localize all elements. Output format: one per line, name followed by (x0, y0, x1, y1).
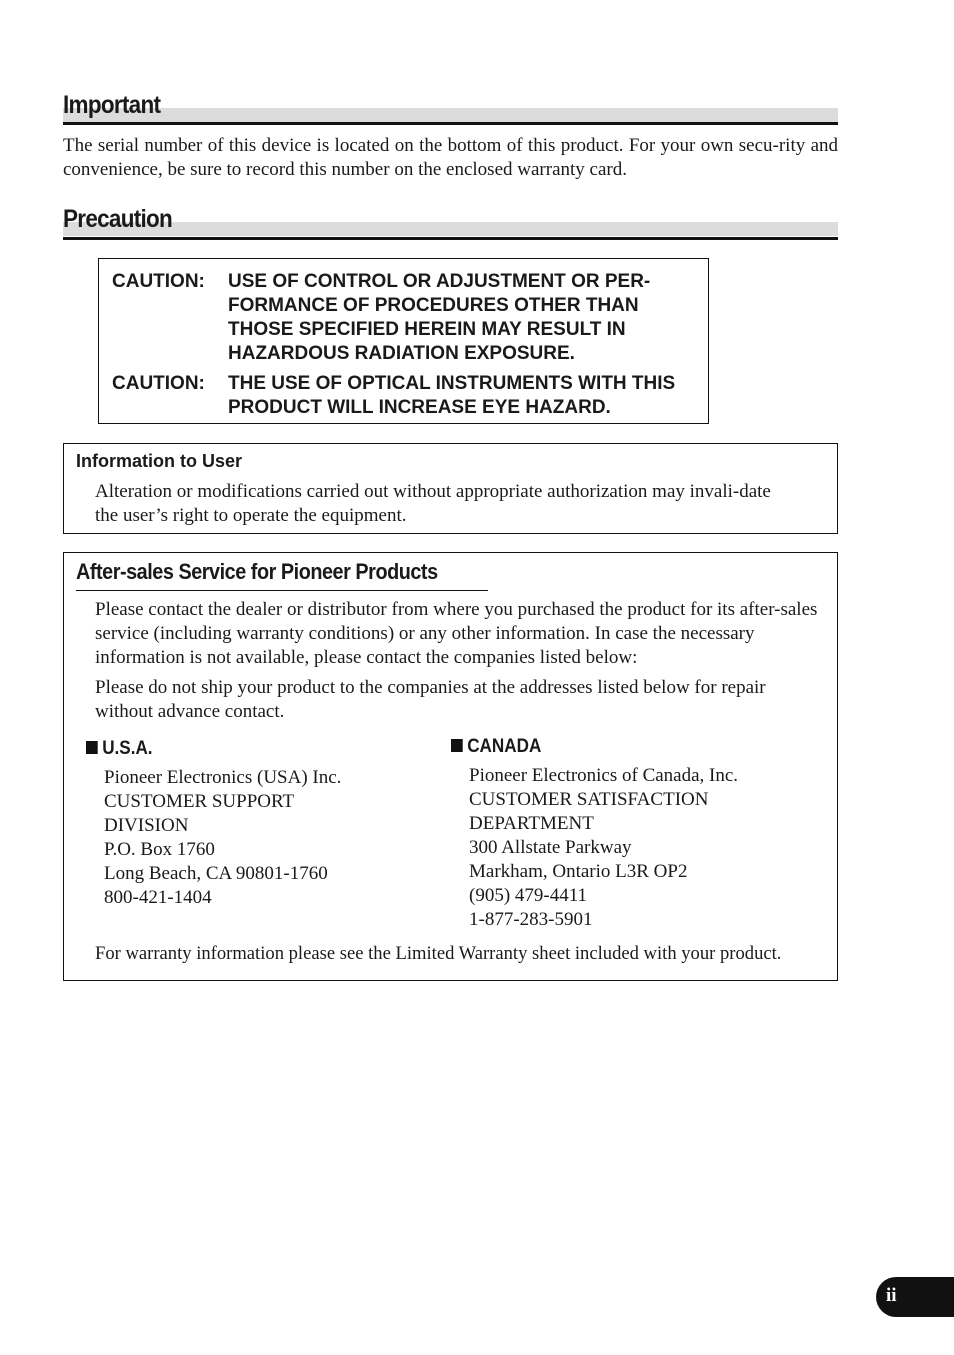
heading-band (63, 108, 838, 122)
heading-rule (63, 122, 838, 125)
address-line: CUSTOMER SUPPORT (104, 791, 295, 812)
after-sales-paragraph-1: Please contact the dealer or distributor from where you purchased the product for its after-sales service (including warranty conditions) or any other information. In case the necessary information is not available, please contact the companies listed below: (95, 599, 818, 668)
warranty-note: For warranty information please see the Limited Warranty sheet included with your product. (95, 943, 782, 964)
usa-address (104, 766, 341, 910)
canada-heading-label: CANADA (467, 736, 542, 757)
page-number-tab (876, 1277, 954, 1317)
address-line: Long Beach, CA 90801-1760 (104, 863, 328, 884)
canada-address (469, 764, 738, 932)
after-sales-box (63, 552, 838, 981)
address-line: DEPARTMENT (469, 813, 594, 834)
info-to-user-title: Information to User (76, 451, 243, 471)
square-bullet-icon (451, 739, 463, 752)
square-bullet-icon (86, 741, 98, 754)
precaution-heading: Precaution (63, 205, 173, 233)
address-line: P.O. Box 1760 (104, 839, 215, 860)
heading-band (63, 222, 838, 236)
info-to-user-text: Alteration or modifications carried out without appropriate authorization may invali-date the user’s right to operate the equipment. (95, 481, 771, 526)
canada-heading (451, 736, 541, 758)
after-sales-title: After-sales Service for Pioneer Products (76, 559, 438, 584)
address-line: (905) 479-4411 (469, 885, 588, 906)
caution-text: THE USE OF OPTICAL INSTRUMENTS WITH THIS PRODUCT WILL INCREASE EYE HAZARD. (228, 373, 676, 418)
address-line: Pioneer Electronics of Canada, Inc. (469, 765, 739, 786)
address-line: DIVISION (104, 815, 189, 836)
important-heading: Important (63, 91, 161, 119)
address-line: Pioneer Electronics (USA) Inc. (104, 767, 342, 788)
address-line: 1-877-283-5901 (469, 909, 593, 930)
caution-text: USE OF CONTROL OR ADJUSTMENT OR PER-FORMANCE OF PROCEDURES OTHER THAN THOSE SPECIFIED HEREIN MAY RESULT IN HAZARDOUS RADIATION EXPOSURE. (228, 271, 651, 364)
address-line: CUSTOMER SATISFACTION (469, 789, 709, 810)
important-text: The serial number of this device is located on the bottom of this product. For your own secu-rity and convenience, be sure to record this number on the enclosed warranty card. (63, 135, 838, 180)
info-to-user-box (63, 443, 838, 534)
address-line: 800-421-1404 (104, 887, 212, 908)
page-number: ii (886, 1285, 897, 1306)
usa-heading (86, 738, 153, 760)
important-heading-bar (63, 93, 838, 129)
address-line: 300 Allstate Parkway (469, 837, 632, 858)
caution-label: CAUTION: (112, 271, 205, 292)
after-sales-paragraph-2: Please do not ship your product to the companies at the addresses listed below for repair without advance contact. (95, 677, 766, 722)
usa-heading-label: U.S.A. (102, 738, 153, 759)
caution-box (98, 258, 709, 424)
after-sales-title-underline (76, 590, 488, 591)
address-line: Markham, Ontario L3R OP2 (469, 861, 688, 882)
precaution-heading-bar (63, 207, 838, 243)
caution-label: CAUTION: (112, 373, 205, 394)
heading-rule (63, 237, 838, 240)
